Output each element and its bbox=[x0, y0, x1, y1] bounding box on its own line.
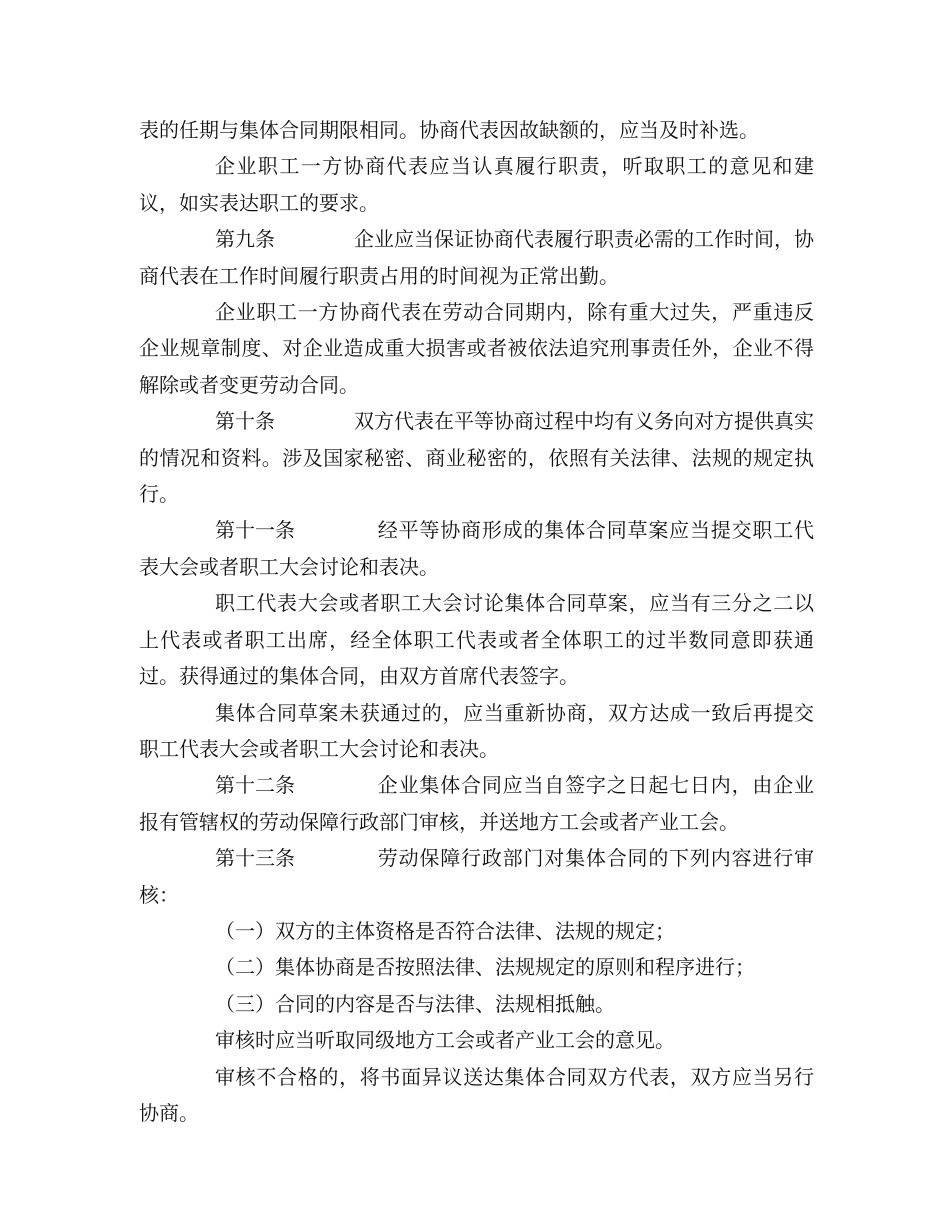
article-number: 第九条 bbox=[215, 227, 275, 252]
paragraph-body bbox=[139, 294, 814, 403]
paragraph-text: 审核时应当听取同级地方工会或者产业工会的意见。 bbox=[215, 1028, 675, 1053]
article-text: 企业集体合同应当自签字之日起七日内，由企业报有管辖权的劳动保障行政部门审核，并送地方工会或者产业工会。 bbox=[139, 773, 814, 834]
list-item bbox=[139, 913, 814, 949]
paragraph-text: 职工代表大会或者职工大会讨论集体合同草案，应当有三分之二以上代表或者职工出席，经全体职工代表或者全体职工的过半数同意即获通过。获得通过的集体合同，由双方首席代表签字。 bbox=[139, 591, 814, 689]
list-item-text: （三）合同的内容是否与法律、法规相抵触。 bbox=[215, 991, 615, 1016]
list-item bbox=[139, 986, 814, 1022]
paragraph-body bbox=[139, 148, 814, 221]
paragraph-text: 企业职工一方协商代表应当认真履行职责，听取职工的意见和建议，如实表达职工的要求。 bbox=[139, 154, 814, 215]
article-text: 双方代表在平等协商过程中均有义务向对方提供真实的情况和资料。涉及国家秘密、商业秘密的，依照有关法律、法规的规定执行。 bbox=[139, 409, 814, 507]
paragraph-text: 审核不合格的，将书面异议送达集体合同双方代表，双方应当另行协商。 bbox=[139, 1064, 814, 1125]
paragraph-body bbox=[139, 695, 814, 768]
article-text: 劳动保障行政部门对集体合同的下列内容进行审核： bbox=[139, 846, 814, 907]
article-number: 第十条 bbox=[215, 409, 275, 434]
article-text: 企业应当保证协商代表履行职责必需的工作时间，协商代表在工作时间履行职责占用的时间视为正常出勤。 bbox=[139, 227, 814, 288]
article-text: 经平等协商形成的集体合同草案应当提交职工代表大会或者职工大会讨论和表决。 bbox=[139, 518, 814, 579]
paragraph-text: 表的任期与集体合同期限相同。协商代表因故缺额的，应当及时补选。 bbox=[139, 118, 759, 142]
article-number: 第十二条 bbox=[215, 773, 295, 798]
article-12 bbox=[139, 767, 814, 840]
article-number: 第十一条 bbox=[215, 518, 295, 543]
paragraph-body bbox=[139, 585, 814, 694]
article-13 bbox=[139, 840, 814, 913]
paragraph-body bbox=[139, 1022, 814, 1058]
article-9 bbox=[139, 221, 814, 294]
list-item-text: （二）集体协商是否按照法律、法规规定的原则和程序进行； bbox=[215, 955, 755, 980]
article-11 bbox=[139, 512, 814, 585]
article-number: 第十三条 bbox=[215, 846, 295, 871]
article-10 bbox=[139, 403, 814, 512]
document-body bbox=[139, 112, 814, 1131]
list-item bbox=[139, 949, 814, 985]
paragraph-text: 企业职工一方协商代表在劳动合同期内，除有重大过失，严重违反企业规章制度、对企业造成重大损害或者被依法追究刑事责任外，企业不得解除或者变更劳动合同。 bbox=[139, 300, 814, 397]
paragraph-body bbox=[139, 1059, 814, 1132]
list-item-text: （一）双方的主体资格是否符合法律、法规的规定； bbox=[215, 918, 675, 943]
paragraph-continuation bbox=[139, 112, 814, 148]
paragraph-text: 集体合同草案未获通过的，应当重新协商，双方达成一致后再提交职工代表大会或者职工大会讨论和表决。 bbox=[139, 700, 814, 761]
